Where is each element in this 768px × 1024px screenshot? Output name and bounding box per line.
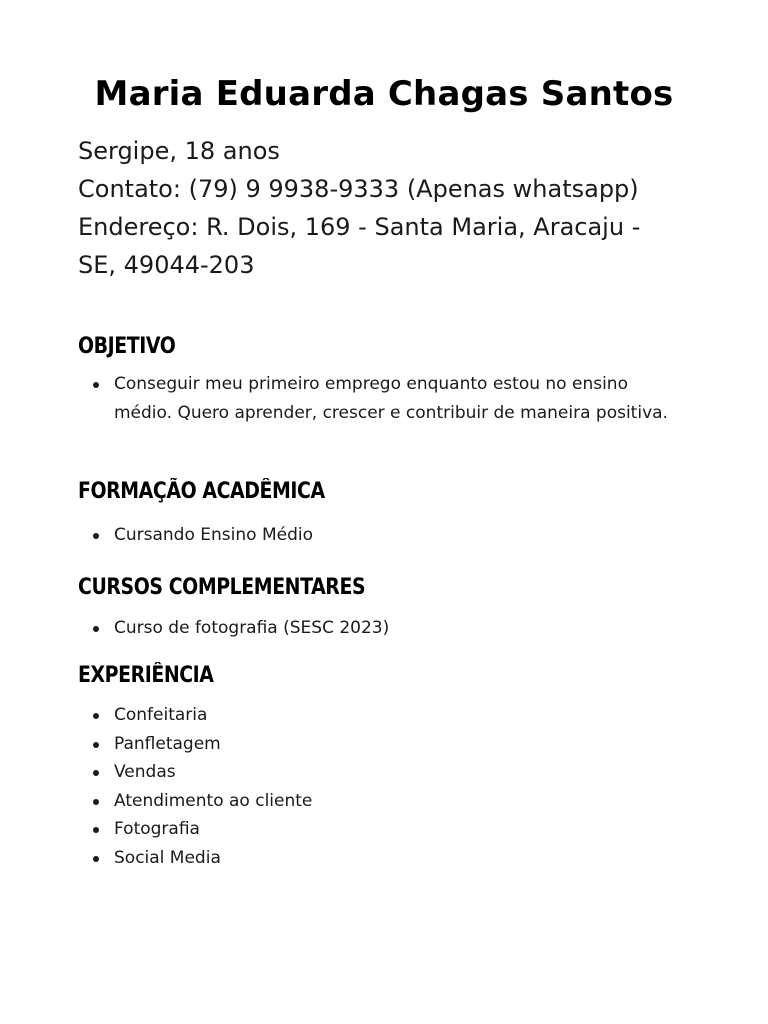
list-item-text: Panfletagem (114, 733, 221, 754)
contact-location-age: Sergipe, 18 anos (78, 137, 280, 165)
bullet-icon (93, 533, 99, 539)
contact-block (78, 132, 690, 284)
list-item-text: Confeitaria (114, 705, 208, 725)
list-item (114, 701, 690, 730)
list-item (114, 844, 690, 873)
section-experiencia (78, 661, 690, 872)
list-item (114, 787, 690, 816)
contact-address-cont: SE, 49044-203 (78, 251, 255, 279)
section-heading: EXPERIÊNCIA (78, 663, 214, 688)
list-item (114, 521, 690, 550)
list-item-text: Atendimento ao cliente (114, 790, 313, 811)
list-item-text: Vendas (114, 762, 176, 782)
section-list (78, 521, 690, 550)
bullet-icon (93, 626, 99, 632)
list-item (114, 758, 690, 787)
bullet-icon (93, 827, 99, 833)
list-item (114, 370, 690, 427)
section-list (78, 701, 690, 872)
bullet-icon (93, 770, 99, 776)
section-formacao (78, 477, 690, 550)
section-list (78, 614, 690, 643)
bullet-icon (93, 799, 99, 805)
list-item-text: Conseguir meu primeiro emprego enquanto estou no ensino médio. Quero aprender, crescer e contribuir de maneira positiva. (114, 374, 668, 423)
list-item-text: Fotografia (114, 819, 200, 839)
list-item-text: Cursando Ensino Médio (114, 525, 313, 545)
section-heading: CURSOS COMPLEMENTARES (78, 575, 366, 600)
list-item (114, 730, 690, 759)
contact-address: Endereço: R. Dois, 169 - Santa Maria, Aracaju - (78, 213, 641, 241)
list-item-text: Social Media (114, 847, 221, 868)
list-item-text: Curso de fotografia (SESC 2023) (114, 618, 390, 638)
section-list (78, 370, 690, 427)
section-objetivo (78, 332, 690, 427)
bullet-icon (93, 742, 99, 748)
list-item (114, 614, 690, 643)
bullet-icon (93, 713, 99, 719)
candidate-name: Maria Eduarda Chagas Santos (94, 74, 674, 114)
section-heading: FORMAÇÃO ACADÊMICA (78, 479, 325, 504)
bullet-icon (93, 856, 99, 862)
contact-phone: Contato: (79) 9 9938-9333 (Apenas whatsapp) (78, 175, 639, 203)
list-item (114, 815, 690, 844)
section-cursos (78, 573, 690, 643)
bullet-icon (93, 382, 99, 388)
section-heading: OBJETIVO (78, 334, 176, 359)
